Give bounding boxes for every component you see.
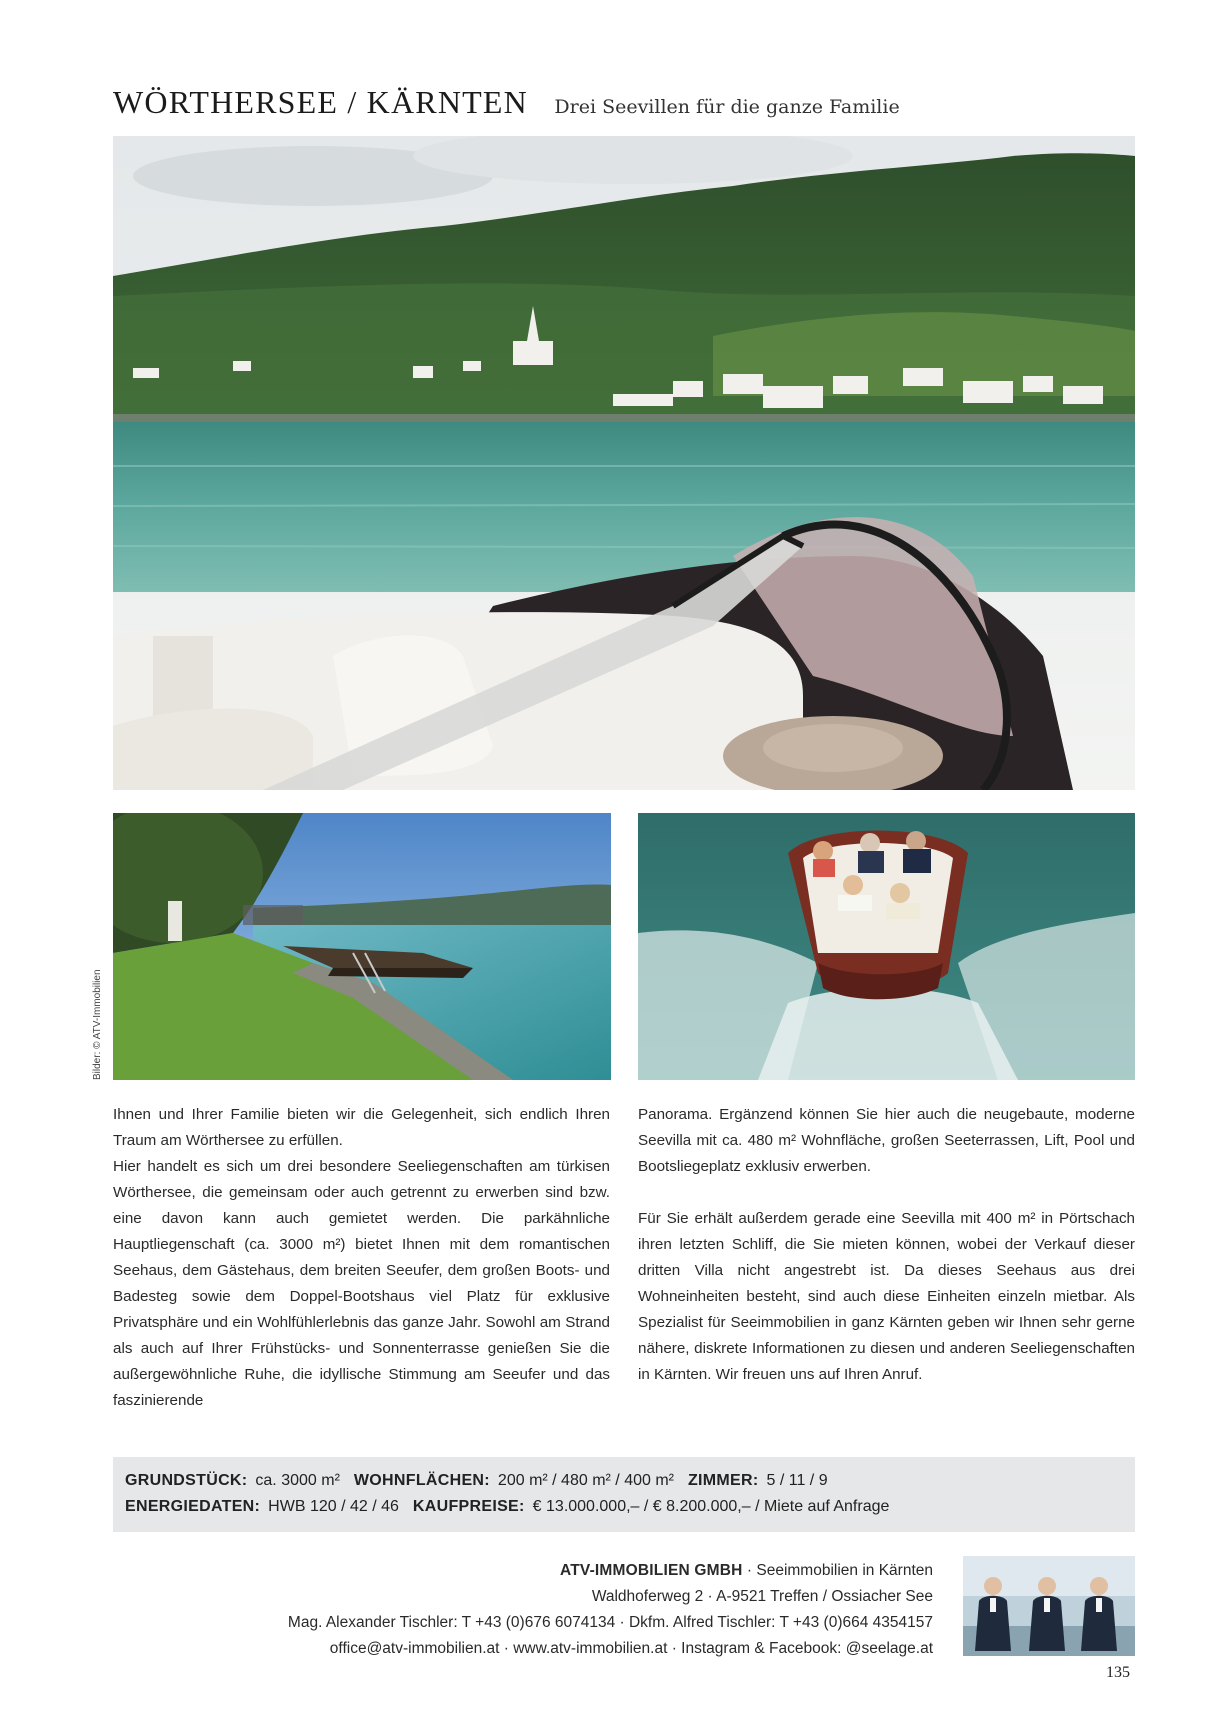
fact-label-energiedaten: ENERGIEDATEN: xyxy=(125,1498,261,1515)
photo-credit: Bilder: © ATV-Immobilien xyxy=(92,969,103,1080)
fact-value-energiedaten: HWB 120 / 42 / 46 xyxy=(268,1498,399,1515)
company-name: ATV-IMMOBILIEN GMBH xyxy=(559,1562,743,1579)
facts-row-1 xyxy=(125,1468,1123,1494)
hero-photo xyxy=(113,136,1135,790)
paragraph-panorama: Panorama. Ergänzend können Sie hier auch die neugebaute, moderne Seevilla mit ca. 480 m² Wohnfläche, großen Seeterrassen, Lift, Pool und Bootsliegeplatz exklusiv erwerben. xyxy=(638,1106,1135,1175)
property-facts xyxy=(113,1457,1135,1532)
body-text-left xyxy=(113,1102,610,1414)
paragraph-description: Hier handelt es sich um drei besondere Seeliegenschaften am türkisen Wörthersee, die gemeinsam oder auch getrennt zu erwerben sind bzw. eine davon kann auch gemietet werden. Die parkähnliche Hauptliegenschaft (ca. 3000 m²) bietet Ihnen mit dem romantischen Seehaus, dem Gästehaus, dem breiten Seeufer, dem großen Boots- und Badesteg sowie dem Doppel-Bootshaus viel Platz für exklusive Privatsphäre und ein Wohlfühlerlebnis das ganze Jahr. Sowohl am Strand als auch auf Ihrer Frühstücks- und Sonnenterrasse genießen Sie die außergewöhnliche Ruhe, die idyllische Stimmung am Seeufer und das faszinierende xyxy=(113,1158,610,1409)
page-number: 135 xyxy=(1106,1664,1130,1681)
fact-value-wohnflaechen: 200 m² / 480 m² / 400 m² xyxy=(497,1472,674,1489)
fact-label-kaufpreise: KAUFPREISE: xyxy=(412,1498,525,1515)
fact-label-zimmer: ZIMMER: xyxy=(687,1472,759,1489)
family-speedboat-image xyxy=(638,813,1135,1080)
team-photo xyxy=(963,1556,1135,1656)
speedboat-photo xyxy=(638,813,1135,1080)
paragraph-poertschach: Für Sie erhält außerdem gerade eine Seevilla mit 400 m² in Pörtschach ihren letzten Schliff, die Sie mieten können, wobei der Verkauf dieser dritten Villa nicht angestrebt ist. Da dieses Seehaus aus drei Wohneinheiten besteht, sind auch diese Einheiten einzeln mietbar. Als Spezialist für Seeimmobilien in ganz Kärnten geben wir Ihnen sehr gerne nähere, diskrete Informationen zu diesen und anderen Seeliegenschaften in Kärnten. Wir freuen uns auf Ihren Anruf. xyxy=(638,1210,1135,1383)
company-contact xyxy=(200,1558,933,1662)
company-web-links[interactable]: office@atv-immobilien.at · www.atv-immobilien.at · Instagram & Facebook: @seelage.at xyxy=(329,1640,933,1657)
team-portrait-image xyxy=(963,1556,1135,1656)
dock-photo xyxy=(113,813,611,1080)
lawn-jetty-lake-image xyxy=(113,813,611,1080)
company-phones: Mag. Alexander Tischler: T +43 (0)676 6074134 · Dkfm. Alfred Tischler: T +43 (0)664 4354157 xyxy=(287,1614,933,1631)
fact-value-zimmer: 5 / 11 / 9 xyxy=(766,1472,828,1489)
company-address: Waldhoferweg 2 · A-9521 Treffen / Ossiacher See xyxy=(591,1588,933,1605)
facts-row-2 xyxy=(125,1494,1123,1520)
fact-label-grundstueck: GRUNDSTÜCK: xyxy=(125,1472,248,1489)
page-title: WÖRTHERSEE / KÄRNTEN xyxy=(113,84,528,120)
company-line xyxy=(200,1558,933,1584)
fact-value-kaufpreise: € 13.000.000,– / € 8.200.000,– / Miete auf Anfrage xyxy=(532,1498,890,1515)
paragraph-intro: Ihnen und Ihrer Familie bieten wir die Gelegenheit, sich endlich Ihren Traum am Wörthersee zu erfüllen. xyxy=(113,1106,610,1149)
company-tagline: · Seeimmobilien in Kärnten xyxy=(742,1562,933,1579)
page-subtitle: Drei Seevillen für die ganze Familie xyxy=(554,96,900,118)
body-text-right xyxy=(638,1102,1135,1388)
page-header xyxy=(113,84,1133,124)
fact-label-wohnflaechen: WOHNFLÄCHEN: xyxy=(353,1472,490,1489)
lake-village-speedboat-image xyxy=(113,136,1135,790)
fact-value-grundstueck: ca. 3000 m² xyxy=(255,1472,340,1489)
